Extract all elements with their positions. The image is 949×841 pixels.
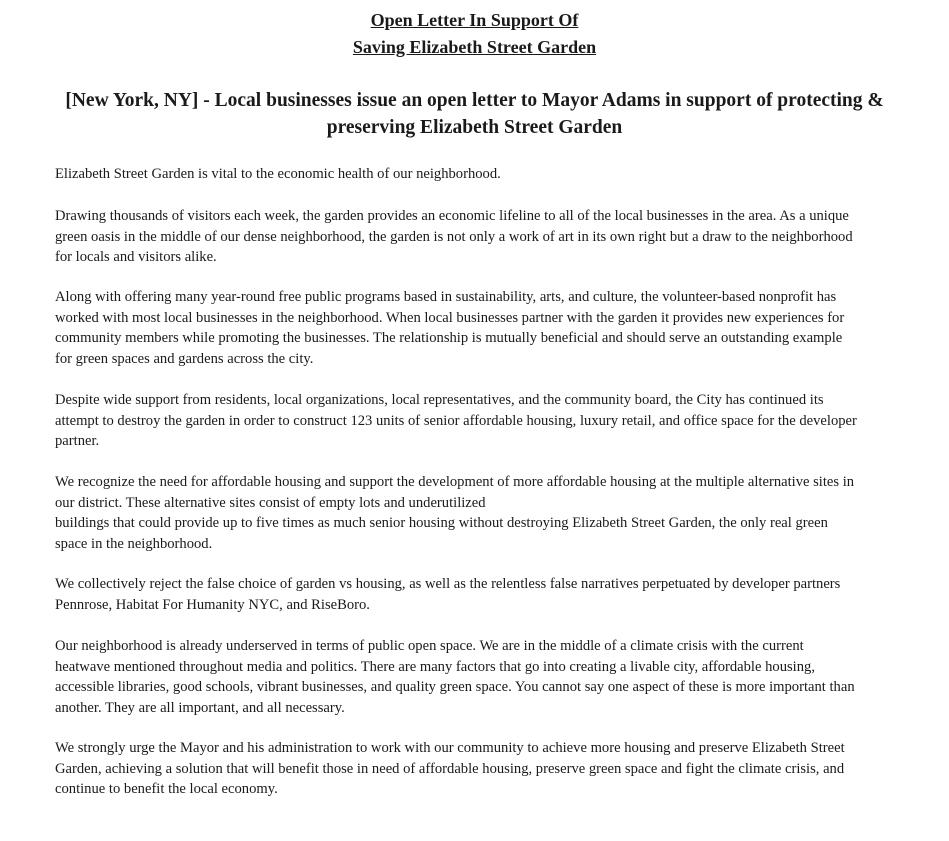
paragraph-4: [55, 390, 905, 452]
paragraph-line: We recognize the need for affordable housing and support the development of more affordable housing at the multiple alternative sites in: [55, 474, 855, 490]
paragraph-line: accessible libraries, good schools, vibrant businesses, and quality green space. You cannot say one aspect of these is more important than: [55, 679, 855, 695]
paragraph-line: Pennrose, Habitat For Humanity NYC, and RiseBoro.: [55, 596, 370, 613]
paragraph-1: [55, 164, 905, 185]
paragraph-line: attempt to destroy the garden in order to construct 123 units of senior affordable housing, luxury retail, and office space for the developer: [55, 412, 857, 429]
paragraph-line: for locals and visitors alike.: [55, 249, 217, 265]
paragraph-line: for green spaces and gardens across the city.: [55, 350, 314, 367]
paragraph-7: [55, 636, 905, 718]
paragraph-line: We collectively reject the false choice of garden vs housing, as well as the relentless false narratives perpetuated by developer partners: [55, 576, 841, 592]
subtitle-line-2: preserving Elizabeth Street Garden: [326, 117, 623, 138]
paragraph-line: our district. These alternative sites consist of empty lots and underutilized: [55, 494, 486, 511]
paragraph-line: buildings that could provide up to five times as much senior housing without destroying Elizabeth Street Garden, the only real green: [55, 515, 828, 531]
letter-title-line-2: Saving Elizabeth Street Garden: [352, 37, 597, 57]
letter-title-line-1: Open Letter In Support Of: [370, 10, 579, 30]
paragraph-line: heatwave mentioned throughout media and politics. There are many factors that go into creating a livable city, affordable housing,: [55, 658, 815, 675]
paragraph-line: Garden, achieving a solution that will benefit those in need of affordable housing, preserve green space and fight the climate crisis, and: [55, 760, 845, 777]
paragraph-line: worked with most local businesses in the neighborhood. When local businesses partner with the garden it provides new experiences for: [55, 309, 845, 326]
paragraph-line: Along with offering many year-round free public programs based in sustainability, arts, and culture, the volunteer-based nonprofit has: [55, 289, 837, 305]
paragraph-line: space in the neighborhood.: [55, 535, 213, 552]
paragraph-line: another. They are all important, and all necessary.: [55, 699, 345, 716]
paragraph-2: [55, 206, 905, 268]
paragraph-8: [55, 738, 905, 800]
paragraph-3: [55, 287, 905, 369]
press-subtitle: [40, 87, 909, 141]
paragraph-line: Drawing thousands of visitors each week, the garden provides an economic lifeline to all of the local businesses in the area. As a unique: [55, 208, 849, 224]
paragraph-line: Elizabeth Street Garden is vital to the economic health of our neighborhood.: [55, 166, 501, 182]
paragraph-line: Despite wide support from residents, local organizations, local representatives, and the community board, the City has continued its: [55, 392, 824, 408]
paragraph-line: We strongly urge the Mayor and his administration to work with our community to achieve more housing and preserve Elizabeth Street: [55, 740, 845, 756]
paragraph-5: [55, 472, 905, 554]
paragraph-line: partner.: [55, 433, 100, 449]
subtitle-line-1: [New York, NY] - Local businesses issue an open letter to Mayor Adams in support of protecting &: [65, 90, 884, 111]
paragraph-line: Our neighborhood is already underserved in terms of public open space. We are in the middle of a climate crisis with the current: [55, 638, 804, 654]
paragraph-line: community members while promoting the businesses. The relationship is mutually beneficial and should serve an outstanding example: [55, 330, 843, 346]
paragraph-line: green oasis in the middle of our dense neighborhood, the garden is not only a work of art in its own right but a draw to the neighborhood: [55, 228, 853, 245]
paragraph-line: continue to benefit the local economy.: [55, 781, 278, 797]
paragraph-6: [55, 574, 905, 615]
